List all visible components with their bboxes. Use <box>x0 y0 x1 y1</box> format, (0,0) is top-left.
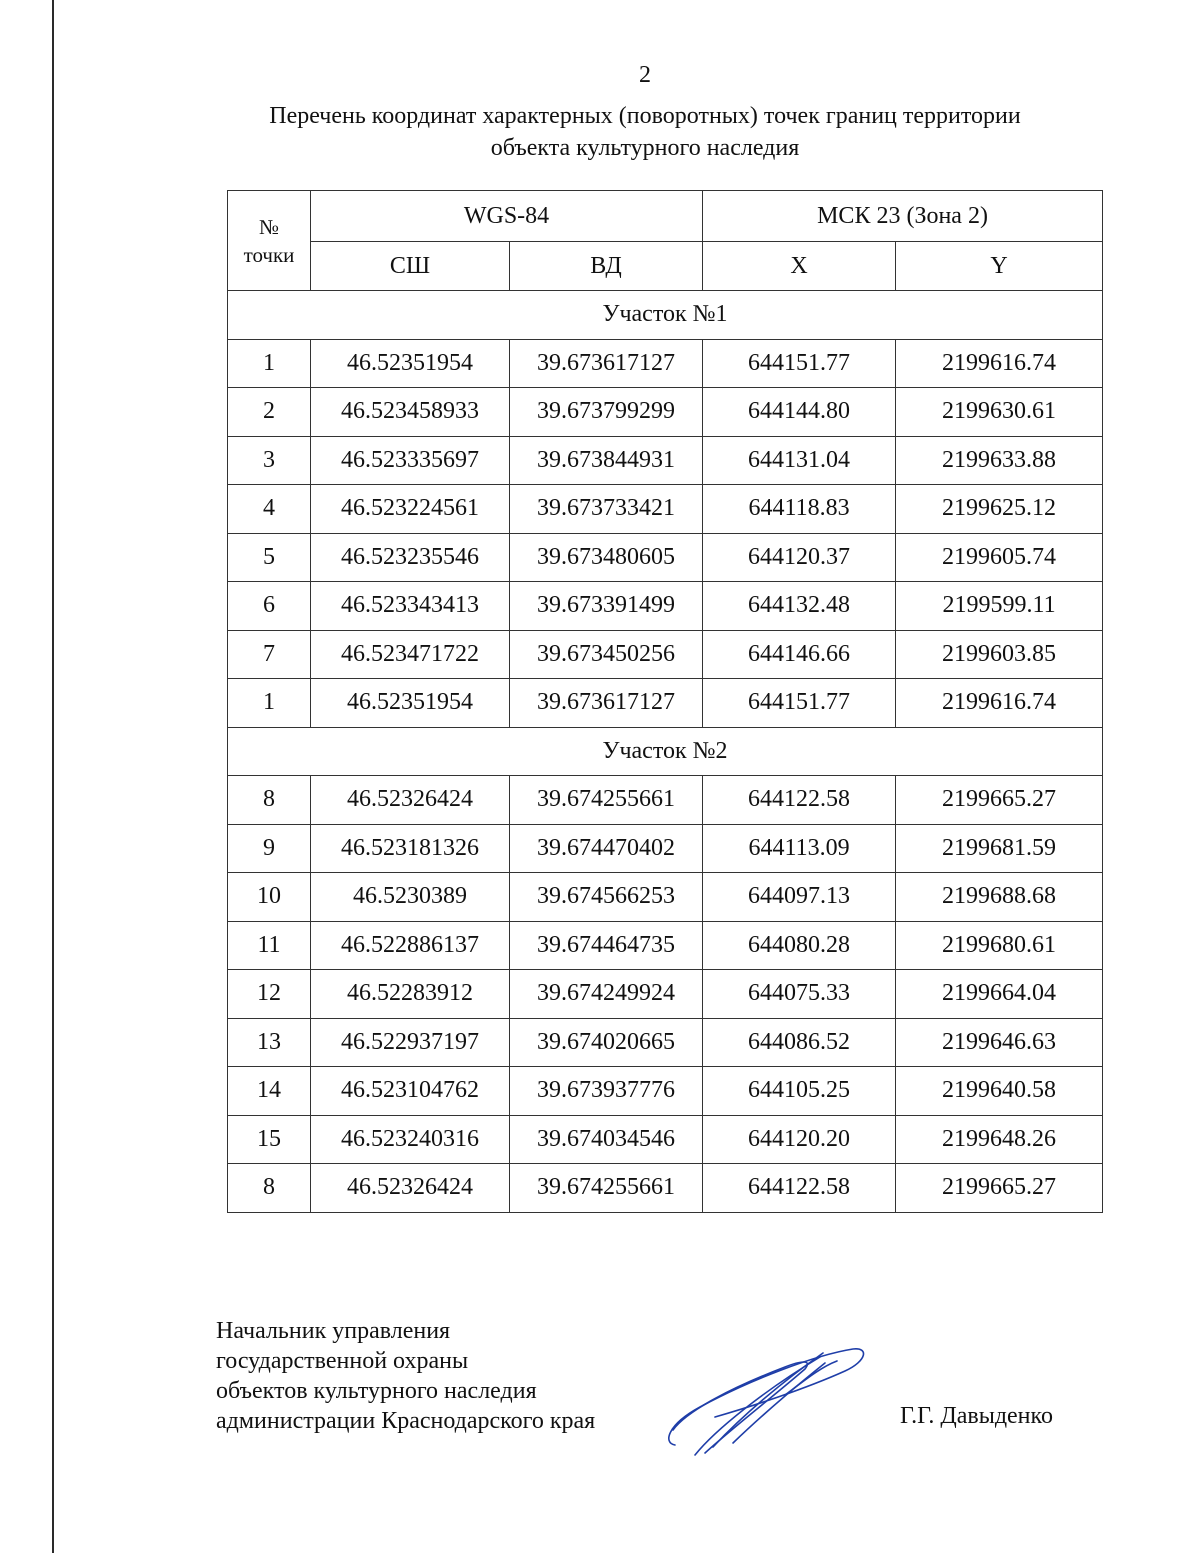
section-title: Участок №1 <box>228 291 1103 340</box>
table-row <box>228 485 1103 534</box>
longitude-cell: 39.673937776 <box>510 1067 703 1116</box>
y-cell: 2199603.85 <box>896 630 1103 679</box>
point-number-cell: 8 <box>228 1164 311 1213</box>
section-title: Участок №2 <box>228 727 1103 776</box>
y-cell: 2199616.74 <box>896 679 1103 728</box>
latitude-cell: 46.523224561 <box>311 485 510 534</box>
latitude-cell: 46.523104762 <box>311 1067 510 1116</box>
x-cell: 644097.13 <box>703 873 896 922</box>
longitude-cell: 39.673844931 <box>510 436 703 485</box>
point-number-header-line-1: № <box>258 214 280 239</box>
msk23-group-header: МСК 23 (Зона 2) <box>703 191 1103 242</box>
point-number-cell: 13 <box>228 1018 311 1067</box>
document-title <box>200 100 1090 164</box>
x-cell: 644118.83 <box>703 485 896 534</box>
y-cell: 2199633.88 <box>896 436 1103 485</box>
x-cell: 644131.04 <box>703 436 896 485</box>
latitude-cell: 46.522937197 <box>311 1018 510 1067</box>
table-row <box>228 339 1103 388</box>
latitude-cell: 46.52326424 <box>311 776 510 825</box>
longitude-cell: 39.674020665 <box>510 1018 703 1067</box>
point-number-cell: 9 <box>228 824 311 873</box>
longitude-cell: 39.674034546 <box>510 1115 703 1164</box>
point-number-cell: 5 <box>228 533 311 582</box>
longitude-cell: 39.674566253 <box>510 873 703 922</box>
latitude-cell: 46.52351954 <box>311 679 510 728</box>
table-row <box>228 630 1103 679</box>
y-cell: 2199646.63 <box>896 1018 1103 1067</box>
latitude-cell: 46.52351954 <box>311 339 510 388</box>
longitude-cell: 39.673391499 <box>510 582 703 631</box>
longitude-cell: 39.673733421 <box>510 485 703 534</box>
latitude-cell: 46.52283912 <box>311 970 510 1019</box>
point-number-cell: 12 <box>228 970 311 1019</box>
table-row <box>228 1164 1103 1213</box>
longitude-cell: 39.674464735 <box>510 921 703 970</box>
y-cell: 2199665.27 <box>896 1164 1103 1213</box>
point-number-cell: 1 <box>228 679 311 728</box>
point-number-header <box>228 191 311 291</box>
longitude-header: ВД <box>510 242 703 291</box>
table-row <box>228 436 1103 485</box>
point-number-cell: 6 <box>228 582 311 631</box>
point-number-cell: 2 <box>228 388 311 437</box>
longitude-cell: 39.674249924 <box>510 970 703 1019</box>
longitude-cell: 39.673617127 <box>510 339 703 388</box>
y-cell: 2199599.11 <box>896 582 1103 631</box>
longitude-cell: 39.674255661 <box>510 776 703 825</box>
x-cell: 644105.25 <box>703 1067 896 1116</box>
x-cell: 644122.58 <box>703 776 896 825</box>
section-header-row <box>228 727 1103 776</box>
document-title-line-2: объекта культурного наследия <box>490 135 800 161</box>
x-cell: 644075.33 <box>703 970 896 1019</box>
x-cell: 644122.58 <box>703 1164 896 1213</box>
y-cell: 2199664.04 <box>896 970 1103 1019</box>
longitude-cell: 39.673799299 <box>510 388 703 437</box>
y-cell: 2199688.68 <box>896 873 1103 922</box>
latitude-header: СШ <box>311 242 510 291</box>
table-row <box>228 1067 1103 1116</box>
x-cell: 644146.66 <box>703 630 896 679</box>
coordinates-table-header <box>228 191 1103 291</box>
latitude-cell: 46.522886137 <box>311 921 510 970</box>
longitude-cell: 39.674255661 <box>510 1164 703 1213</box>
table-row <box>228 921 1103 970</box>
table-row <box>228 1115 1103 1164</box>
y-cell: 2199681.59 <box>896 824 1103 873</box>
table-row <box>228 388 1103 437</box>
latitude-cell: 46.523458933 <box>311 388 510 437</box>
signatory-position-line-3: объектов культурного наследия <box>216 1378 537 1404</box>
point-number-cell: 7 <box>228 630 311 679</box>
latitude-cell: 46.52326424 <box>311 1164 510 1213</box>
y-cell: 2199665.27 <box>896 776 1103 825</box>
x-cell: 644113.09 <box>703 824 896 873</box>
section-header-row <box>228 291 1103 340</box>
signatory-position-line-4: администрации Краснодарского края <box>216 1408 596 1434</box>
point-number-header-line-2: точки <box>243 242 295 267</box>
page-number: 2 <box>639 62 651 88</box>
table-row <box>228 873 1103 922</box>
x-cell: 644151.77 <box>703 339 896 388</box>
point-number-cell: 10 <box>228 873 311 922</box>
y-cell: 2199640.58 <box>896 1067 1103 1116</box>
latitude-cell: 46.523181326 <box>311 824 510 873</box>
x-cell: 644151.77 <box>703 679 896 728</box>
latitude-cell: 46.523343413 <box>311 582 510 631</box>
point-number-cell: 11 <box>228 921 311 970</box>
latitude-cell: 46.523240316 <box>311 1115 510 1164</box>
x-cell: 644144.80 <box>703 388 896 437</box>
x-cell: 644120.20 <box>703 1115 896 1164</box>
latitude-cell: 46.523235546 <box>311 533 510 582</box>
latitude-cell: 46.5230389 <box>311 873 510 922</box>
y-cell: 2199616.74 <box>896 339 1103 388</box>
table-row <box>228 533 1103 582</box>
point-number-cell: 3 <box>228 436 311 485</box>
y-cell: 2199680.61 <box>896 921 1103 970</box>
y-cell: 2199648.26 <box>896 1115 1103 1164</box>
signatory-position-line-2: государственной охраны <box>216 1348 469 1374</box>
y-cell: 2199630.61 <box>896 388 1103 437</box>
longitude-cell: 39.673617127 <box>510 679 703 728</box>
latitude-cell: 46.523471722 <box>311 630 510 679</box>
table-row <box>228 1018 1103 1067</box>
longitude-cell: 39.674470402 <box>510 824 703 873</box>
table-row <box>228 776 1103 825</box>
x-cell: 644086.52 <box>703 1018 896 1067</box>
coordinates-table <box>227 190 1103 1213</box>
signatory-name: Г.Г. Давыденко <box>900 1403 1053 1429</box>
signatory-position <box>216 1316 595 1436</box>
point-number-cell: 4 <box>228 485 311 534</box>
x-cell: 644120.37 <box>703 533 896 582</box>
y-cell: 2199605.74 <box>896 533 1103 582</box>
x-cell: 644132.48 <box>703 582 896 631</box>
coordinates-table-body <box>228 291 1103 1213</box>
y-header: Y <box>896 242 1103 291</box>
x-cell: 644080.28 <box>703 921 896 970</box>
wgs84-group-header: WGS-84 <box>311 191 703 242</box>
point-number-cell: 14 <box>228 1067 311 1116</box>
point-number-cell: 15 <box>228 1115 311 1164</box>
latitude-cell: 46.523335697 <box>311 436 510 485</box>
table-row <box>228 582 1103 631</box>
table-row <box>228 970 1103 1019</box>
point-number-cell: 8 <box>228 776 311 825</box>
y-cell: 2199625.12 <box>896 485 1103 534</box>
longitude-cell: 39.673450256 <box>510 630 703 679</box>
point-number-cell: 1 <box>228 339 311 388</box>
longitude-cell: 39.673480605 <box>510 533 703 582</box>
signatory-position-line-1: Начальник управления <box>216 1318 451 1344</box>
page-edge-line <box>52 0 54 1553</box>
x-header: X <box>703 242 896 291</box>
document-title-line-1: Перечень координат характерных (поворотных) точек границ территории <box>269 103 1021 129</box>
table-row <box>228 679 1103 728</box>
table-row <box>228 824 1103 873</box>
handwritten-signature <box>655 1335 875 1465</box>
